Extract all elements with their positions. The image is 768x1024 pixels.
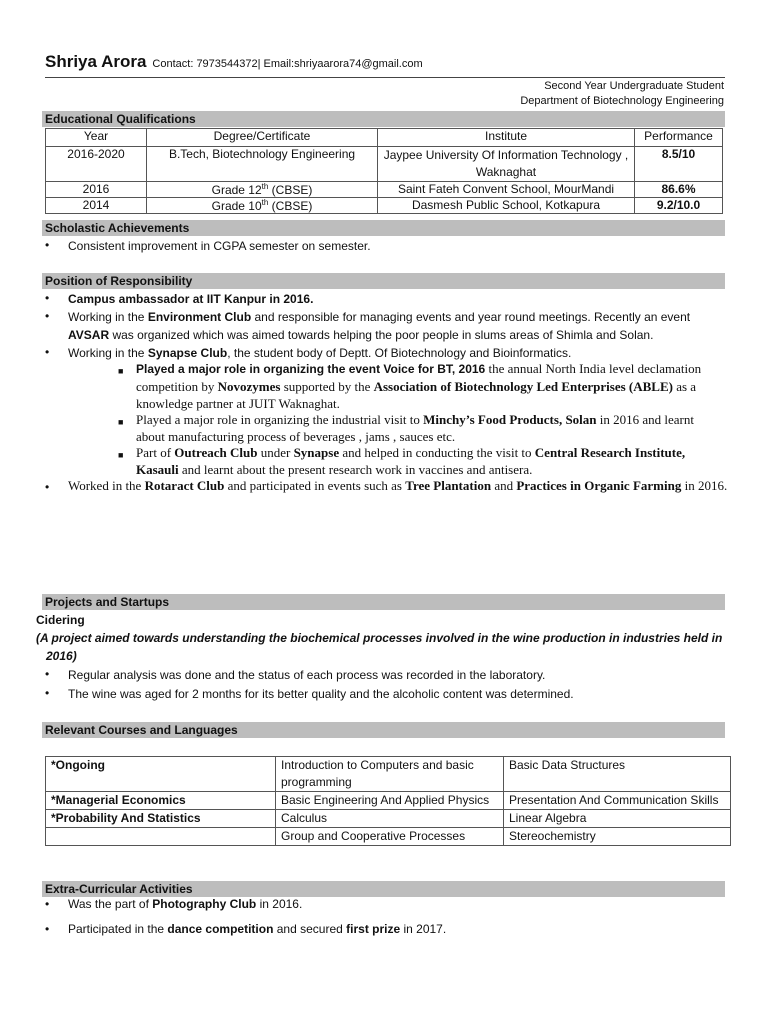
edu-institute: Jaypee University Of Information Technology , Waknaghat <box>378 147 635 182</box>
course-cell: Basic Engineering And Applied Physics <box>276 792 504 810</box>
responsibility-subitem: Played a major role in organizing the industrial visit to Minchy’s Food Products, Solan in 2016 and learnt about manufacturing process of beverages , jams , sauces etc. <box>136 412 694 444</box>
department: Department of Biotechnology Engineering <box>520 95 724 107</box>
extra-item: Was the part of Photography Club in 2016. <box>68 897 303 911</box>
col-year-header: Year <box>46 129 147 147</box>
bullet-icon: • <box>45 686 50 700</box>
square-bullet-icon: ■ <box>118 366 124 376</box>
responsibility-item: Worked in the Rotaract Club and participated in events such as Tree Plantation and Practices in Organic Farming in 2016. <box>68 478 728 493</box>
bullet-icon: • <box>45 897 50 911</box>
course-cell: Linear Algebra <box>504 810 731 828</box>
course-cell: Introduction to Computers and basic programming <box>276 757 504 792</box>
project-name: Cidering <box>36 613 85 627</box>
bullet-icon: • <box>45 238 50 252</box>
courses-table <box>45 756 731 846</box>
edu-degree: Grade 10th (CBSE) <box>147 198 378 214</box>
section-education-title: Educational Qualifications <box>42 111 725 127</box>
edu-performance: 9.2/10.0 <box>635 198 723 214</box>
project-item: The wine was aged for 2 months for its better quality and the alcoholic content was determined. <box>68 687 574 701</box>
course-cell: *Ongoing <box>46 757 276 792</box>
bullet-icon: • <box>45 291 50 305</box>
project-description: (A project aimed towards understanding the biochemical processes involved in the wine production in industries held in <box>36 631 723 645</box>
course-cell: Presentation And Communication Skills <box>504 792 731 810</box>
table-row <box>46 198 723 214</box>
bullet-icon: • <box>45 667 50 681</box>
square-bullet-icon: ■ <box>118 450 124 460</box>
edu-performance: 86.6% <box>635 182 723 198</box>
student-year: Second Year Undergraduate Student <box>544 80 724 92</box>
table-row <box>46 757 731 792</box>
course-cell: *Managerial Economics <box>46 792 276 810</box>
bullet-icon: • <box>45 922 50 936</box>
section-extra-title: Extra-Curricular Activities <box>42 881 725 897</box>
edu-year: 2016 <box>46 182 147 198</box>
square-bullet-icon: ■ <box>118 417 124 427</box>
extra-item: Participated in the dance competition and secured first prize in 2017. <box>68 922 447 936</box>
section-scholastic-title: Scholastic Achievements <box>42 220 725 236</box>
contact-info: Contact: 7973544372| Email:shriyaarora74@gmail.com <box>152 58 423 70</box>
candidate-name: Shriya Arora <box>45 52 147 71</box>
education-table <box>45 128 723 214</box>
table-row <box>46 810 731 828</box>
table-row <box>46 792 731 810</box>
course-cell: Stereochemistry <box>504 828 731 846</box>
header-divider <box>45 77 725 78</box>
responsibility-subitem: Part of Outreach Club under Synapse and helped in conducting the visit to Central Research Institute, Kasauli and learnt about the present research work in vaccines and antisera. <box>136 445 686 477</box>
bullet-icon: • <box>45 309 50 323</box>
edu-year: 2016-2020 <box>46 147 147 182</box>
table-row <box>46 828 731 846</box>
col-performance-header: Performance <box>635 129 723 147</box>
course-cell: Basic Data Structures <box>504 757 731 792</box>
responsibility-item: Working in the Environment Club and responsible for managing events and year round meetings. Recently an event AVSAR was organized which was aimed towards helping the poor people in slums areas of Shimla and Solan. <box>68 310 691 342</box>
project-description-cont: 2016) <box>46 649 77 663</box>
section-projects-title: Projects and Startups <box>42 594 725 610</box>
col-institute-header: Institute <box>378 129 635 147</box>
course-cell: *Probability And Statistics <box>46 810 276 828</box>
edu-performance: 8.5/10 <box>635 147 723 182</box>
edu-degree: B.Tech, Biotechnology Engineering <box>147 147 378 182</box>
table-row <box>46 182 723 198</box>
edu-institute: Saint Fateh Convent School, MourMandi <box>378 182 635 198</box>
project-item: Regular analysis was done and the status of each process was recorded in the laboratory. <box>68 668 546 682</box>
responsibility-item: Campus ambassador at IIT Kanpur in 2016. <box>68 292 314 306</box>
course-cell <box>46 828 276 846</box>
course-cell: Group and Cooperative Processes <box>276 828 504 846</box>
edu-year: 2014 <box>46 198 147 214</box>
col-degree-header: Degree/Certificate <box>147 129 378 147</box>
course-cell: Calculus <box>276 810 504 828</box>
section-responsibility-title: Position of Responsibility <box>42 273 725 289</box>
section-courses-title: Relevant Courses and Languages <box>42 722 725 738</box>
bullet-icon: • <box>45 345 50 359</box>
resume-header <box>45 52 423 72</box>
table-row <box>46 147 723 182</box>
edu-institute: Dasmesh Public School, Kotkapura <box>378 198 635 214</box>
table-header-row <box>46 129 723 147</box>
responsibility-subitem: Played a major role in organizing the event Voice for BT, 2016 the annual North India level declamation competition by Novozymes supported by the Association of Biotechnology Led Enterprises (ABLE) as a knowledge partner at JUIT Waknaghat. <box>136 361 702 411</box>
responsibility-item: Working in the Synapse Club, the student body of Deptt. Of Biotechnology and Bioinformatics. <box>68 346 572 360</box>
edu-degree: Grade 12th (CBSE) <box>147 182 378 198</box>
scholastic-item: Consistent improvement in CGPA semester on semester. <box>68 239 371 253</box>
bullet-icon: • <box>45 480 50 494</box>
